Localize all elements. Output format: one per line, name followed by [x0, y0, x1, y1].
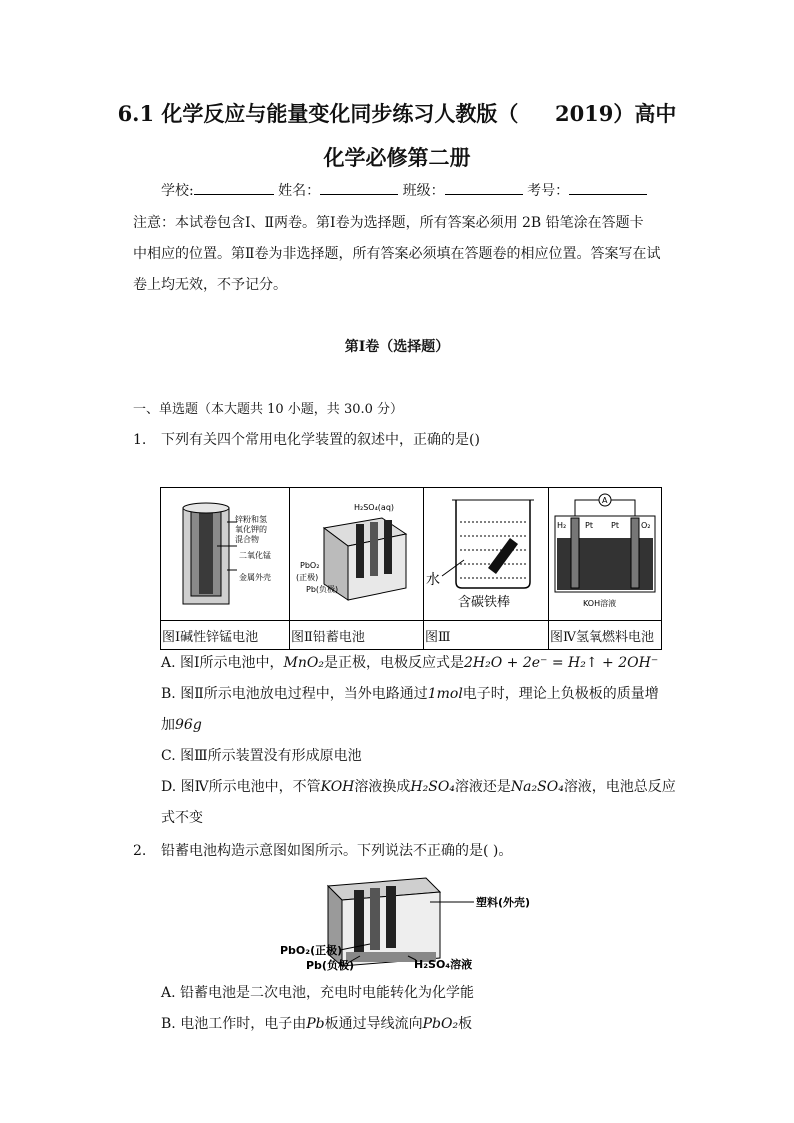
q1-b-text: B. 图Ⅱ所示电池放电过程中，当外电路通过 — [161, 686, 428, 702]
school-label: 学校: — [161, 183, 194, 199]
fig4-label-h2: H₂ — [557, 521, 567, 530]
id-label: 考号： — [527, 183, 570, 199]
fig4-label-pt2: Pt — [611, 521, 619, 530]
fig2-label-1: H₂SO₄(aq) — [354, 503, 395, 512]
q2-b-math2: PbO₂ — [422, 1016, 459, 1032]
q2-label-shell: 塑料(外壳) — [476, 896, 530, 909]
q1-option-b-line1 — [161, 679, 659, 710]
q1-d-mid2: 溶液还是 — [454, 779, 511, 795]
beaker-iron-rod-diagram — [424, 488, 548, 616]
fig2-label-2: PbO₂ — [300, 561, 320, 570]
page-title-line2: 化学必修第二册 — [323, 145, 471, 170]
q1-d-post: 溶液，电池总反应 — [563, 779, 676, 795]
q2-number: 2. — [133, 843, 147, 859]
fig2-cell — [290, 488, 424, 621]
fig4-label-pt1: Pt — [585, 521, 593, 530]
q1-d-math2: H₂SO₄ — [410, 779, 455, 795]
notice-line-2: 中相应的位置。第Ⅱ卷为非选择题，所有答案必须填在答题卷的相应位置。答案写在试 — [133, 246, 661, 262]
q1-b-post: 电子时，理论上负极板的质量增 — [462, 686, 659, 702]
notice-line-3: 卷上均无效，不予记分。 — [133, 277, 287, 293]
q2-b-post: 板 — [458, 1016, 473, 1032]
q1-d-mid: 溶液换成 — [354, 779, 411, 795]
fig3-label-rod: 含碳铁棒 — [458, 595, 511, 610]
fig2-label-4: Pb(负极) — [306, 585, 339, 594]
name-blank[interactable] — [320, 180, 398, 195]
q1-option-a — [161, 648, 658, 679]
q1-a-text: A. 图Ⅰ所示电池中， — [161, 655, 284, 671]
class-label: 班级： — [402, 183, 445, 199]
id-blank[interactable] — [569, 180, 647, 195]
fuel-cell-diagram — [549, 488, 661, 616]
q1-a-math1: MnO₂ — [283, 655, 324, 671]
q2-option-a: A. 铅蓄电池是二次电池，充电时电能转化为化学能 — [161, 985, 475, 1001]
caption-1: 图Ⅰ碱性锌锰电池 — [161, 621, 290, 650]
q1-option-d-line1 — [161, 772, 676, 803]
q1-d-math1: KOH — [320, 779, 355, 795]
q2-b-mid: 板通过导线流向 — [324, 1016, 423, 1032]
fig1-label-2: 氧化钾的 — [235, 525, 267, 534]
q2-label-pb: Pb(负极) — [306, 959, 354, 972]
section-heading: 一、单选题（本大题共 10 小题，共 30.0 分） — [133, 402, 404, 417]
school-blank[interactable] — [194, 180, 274, 195]
notice-line-1: 注意：本试卷包含Ⅰ、Ⅱ两卷。第Ⅰ卷为选择题，所有答案必须用 2B 铅笔涂在答题卡 — [133, 215, 644, 231]
q1-stem: 下列有关四个常用电化学装置的叙述中，正确的是() — [161, 432, 480, 448]
fig4-label-o2: O₂ — [641, 521, 651, 530]
class-blank[interactable] — [445, 180, 523, 195]
part1-title: 第Ⅰ卷（选择题） — [344, 339, 450, 355]
fig1-label-1: 锌粉和氢 — [235, 515, 267, 524]
q2-option-b — [161, 1009, 472, 1040]
q2-lead-acid-battery-diagram — [280, 872, 530, 976]
fig1-label-5: 金属外壳 — [239, 573, 271, 582]
q1-figure-table — [160, 487, 662, 650]
q1-b-math2: 96g — [175, 717, 202, 733]
fig3-cell — [424, 488, 549, 621]
q1-a-mid: 是正极，电极反应式是 — [324, 655, 464, 671]
q1-a-math2: 2H₂O + 2e⁻ = H₂↑ + 2OH⁻ — [464, 655, 659, 671]
caption-4: 图Ⅳ氢氧燃料电池 — [549, 621, 662, 650]
q1-d-math3: Na₂SO₄ — [510, 779, 564, 795]
q1-number: 1. — [133, 432, 147, 448]
fig1-label-4: 二氧化锰 — [239, 551, 271, 560]
q1-b-math1: 1mol — [427, 686, 463, 702]
name-label: 姓名： — [278, 183, 321, 199]
fig1-label-3: 混合物 — [235, 535, 259, 544]
caption-3: 图Ⅲ — [424, 621, 549, 650]
caption-2: 图Ⅱ铅蓄电池 — [290, 621, 424, 650]
alkaline-battery-diagram — [161, 488, 289, 616]
q2-b-text: B. 电池工作时，电子由 — [161, 1016, 307, 1032]
fig4-cell — [549, 488, 662, 621]
fig4-label-koh: KOH溶液 — [583, 599, 617, 608]
q2-label-h2so4: H₂SO₄溶液 — [414, 958, 473, 971]
fig2-label-3: (正极) — [296, 573, 319, 582]
fig3-label-water: 水 — [426, 572, 440, 588]
fig1-cell — [161, 488, 290, 621]
fig4-label-ammeter: A — [602, 496, 608, 505]
q2-b-math1: Pb — [306, 1016, 325, 1032]
q1-d-text: D. 图Ⅳ所示电池中，不管 — [161, 779, 321, 795]
page-title: 6.1 化学反应与能量变化同步练习人教版（ 2019）高中 — [117, 101, 677, 126]
student-info-line — [161, 176, 647, 207]
q1-option-d-line2: 式不变 — [161, 810, 203, 826]
q2-stem: 铅蓄电池构造示意图如图所示。下列说法不正确的是( )。 — [161, 843, 513, 859]
q1-b-line2-text: 加 — [161, 717, 175, 733]
lead-acid-battery-diagram — [290, 488, 423, 616]
q1-option-b-line2 — [161, 710, 202, 741]
q2-label-pbo2: PbO₂(正极) — [280, 944, 343, 957]
q1-option-c: C. 图Ⅲ所示装置没有形成原电池 — [161, 748, 362, 764]
